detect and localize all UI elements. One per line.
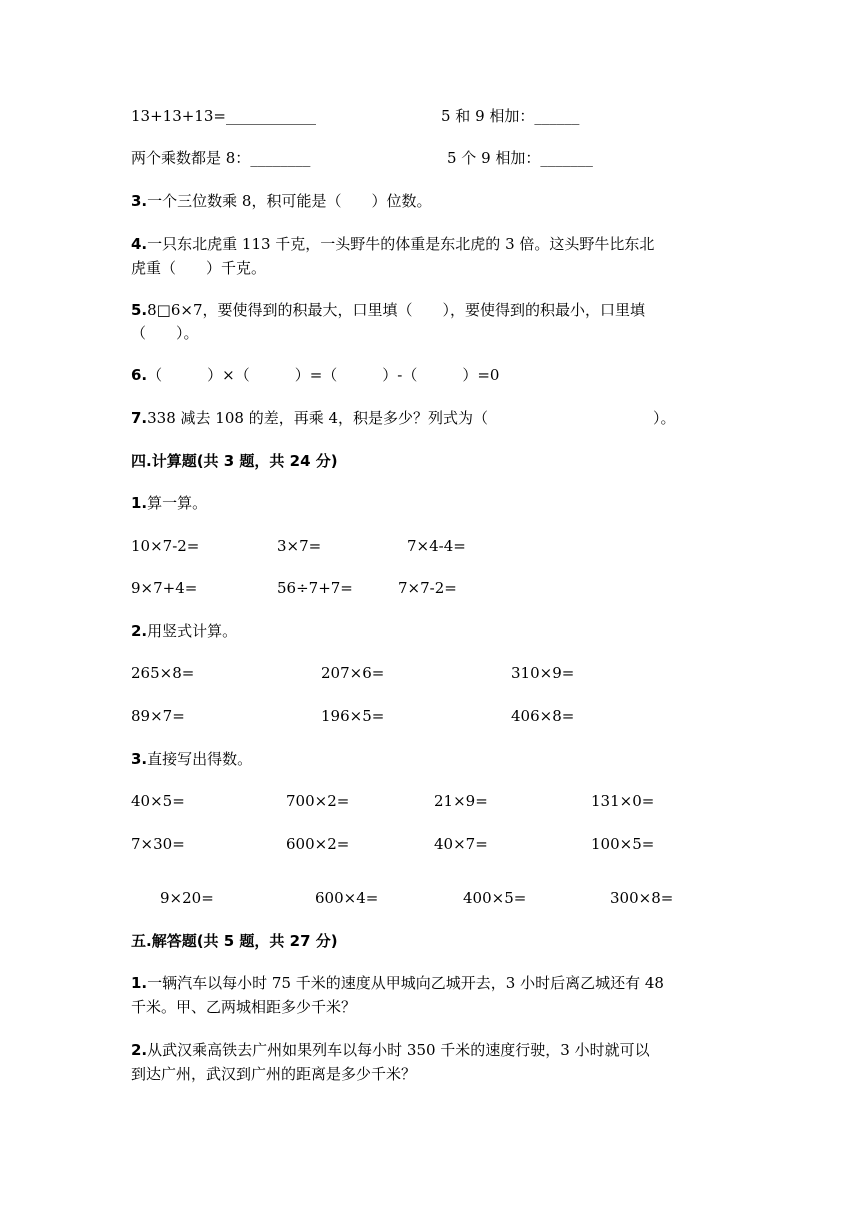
question-6 (131, 365, 499, 385)
question-5-line-2: （ ）。 (131, 324, 199, 342)
calc-item: 7×30= (131, 835, 185, 853)
calc-item: 40×7= (434, 835, 488, 853)
calc-item: 700×2= (286, 792, 350, 810)
calc-item: 21×9= (434, 792, 488, 810)
calc-1-title (131, 493, 207, 513)
question-text: 从武汉乘高铁去广州如果列车以每小时 350 千米的速度行驶，3 小时就可以 (147, 1041, 650, 1059)
word-problem-2-line-2: 到达广州，武汉到广州的距离是多少千米？ (131, 1065, 417, 1083)
question-number: 6. (131, 366, 148, 384)
calc-item: 196×5= (321, 707, 385, 725)
calc-item: 40×5= (131, 792, 185, 810)
fill-item-two-factors-8 (131, 148, 310, 168)
calc-item: 89×7= (131, 707, 185, 725)
calc-2-title (131, 621, 237, 641)
answer-blank[interactable]: ______ (534, 107, 580, 125)
question-number: 5. (131, 301, 148, 319)
question-number: 3. (131, 192, 148, 210)
question-text: 用竖式计算。 (147, 622, 238, 640)
fill-item-text: 5 个 9 相加： (447, 149, 541, 167)
fill-item-text: 两个乘数都是 8： (131, 149, 251, 167)
fill-item-text: 13+13+13= (131, 107, 226, 125)
question-5-line-1 (131, 300, 645, 320)
question-text: 一辆汽车以每小时 75 千米的速度从甲城向乙城开去，3 小时后离乙城还有 48 (147, 974, 664, 992)
calc-item: 10×7-2= (131, 537, 200, 555)
calc-item: 3×7= (277, 537, 322, 555)
question-number: 2. (131, 622, 148, 640)
calc-item: 9×7+4= (131, 579, 198, 597)
word-problem-1-line-1 (131, 973, 664, 993)
question-number: 1. (131, 974, 148, 992)
calc-item: 207×6= (321, 664, 385, 682)
word-problem-1-line-2: 千米。甲、乙两城相距多少千米？ (131, 998, 357, 1016)
calc-3-title (131, 749, 252, 769)
word-problem-2-line-1 (131, 1040, 650, 1060)
question-number: 2. (131, 1041, 148, 1059)
section-heading-word-problems: 五.解答题(共 5 题，共 27 分) (131, 932, 338, 950)
question-number: 1. (131, 494, 148, 512)
calc-item: 600×4= (315, 889, 379, 907)
calc-item: 56÷7+7= (277, 579, 353, 597)
answer-blank[interactable]: ____________ (225, 107, 316, 125)
fill-item-text: 5 和 9 相加： (441, 107, 535, 125)
question-4-line-1 (131, 234, 654, 254)
fill-item-five-nines (447, 148, 593, 168)
question-number: 3. (131, 750, 148, 768)
question-number: 4. (131, 235, 148, 253)
question-text: 一个三位数乘 8，积可能是（ ）位数。 (147, 192, 432, 210)
question-text: 338 减去 108 的差，再乘 4，积是多少？列式为（ ）。 (147, 409, 676, 427)
fill-item-sum-13 (131, 106, 316, 126)
question-text: 8□6×7，要使得到的积最大，口里填（ ），要使得到的积最小，口里填 (147, 301, 646, 319)
question-3 (131, 191, 431, 211)
question-number: 7. (131, 409, 148, 427)
question-7 (131, 408, 676, 428)
calc-item: 400×5= (463, 889, 527, 907)
calc-item: 7×4-4= (407, 537, 466, 555)
calc-item: 100×5= (591, 835, 655, 853)
calc-item: 9×20= (160, 889, 214, 907)
calc-item: 7×7-2= (398, 579, 457, 597)
question-text: 一只东北虎重 113 千克，一头野牛的体重是东北虎的 3 倍。这头野牛比东北 (147, 235, 655, 253)
calc-item: 300×8= (610, 889, 674, 907)
answer-blank[interactable]: _______ (540, 149, 593, 167)
calc-item: 406×8= (511, 707, 575, 725)
fill-item-5-plus-9 (441, 106, 579, 126)
calc-item: 310×9= (511, 664, 575, 682)
question-4-line-2: 虎重（ ）千克。 (131, 259, 267, 277)
calc-item: 131×0= (591, 792, 655, 810)
section-heading-calculation: 四.计算题(共 3 题，共 24 分) (131, 452, 338, 470)
question-text: （ ）×（ ）=（ ）-（ ）=0 (147, 366, 500, 384)
calc-item: 600×2= (286, 835, 350, 853)
calc-item: 265×8= (131, 664, 195, 682)
question-text: 直接写出得数。 (147, 750, 253, 768)
answer-blank[interactable]: ________ (250, 149, 311, 167)
question-text: 算一算。 (147, 494, 208, 512)
